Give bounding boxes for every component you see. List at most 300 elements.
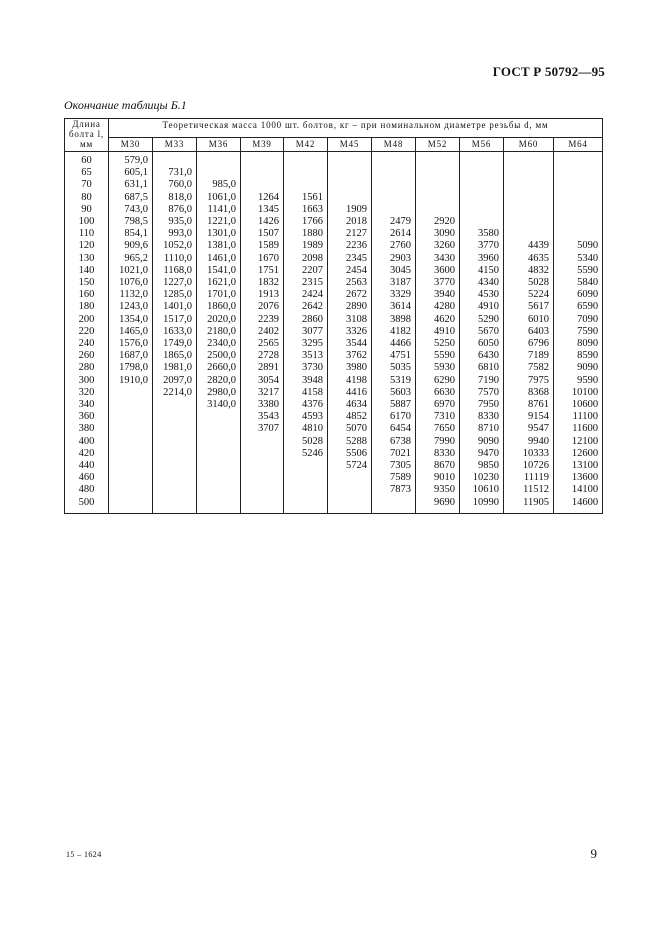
length-cell: 500 xyxy=(65,497,109,514)
mass-cell: 1301,0 xyxy=(197,228,241,240)
mass-cell xyxy=(284,152,328,168)
mass-cell xyxy=(241,497,284,514)
mass-cell: 3187 xyxy=(372,277,416,289)
mass-cell: 1880 xyxy=(284,228,328,240)
mass-cell: 3948 xyxy=(284,375,328,387)
mass-cell xyxy=(197,152,241,168)
mass-cell: 1061,0 xyxy=(197,192,241,204)
mass-cell: 1517,0 xyxy=(153,314,197,326)
table-row xyxy=(65,152,603,168)
page-number: 9 xyxy=(590,846,597,861)
mass-cell: 1687,0 xyxy=(109,350,153,362)
mass-cell: 1076,0 xyxy=(109,277,153,289)
length-cell: 300 xyxy=(65,375,109,387)
mass-cell: 4158 xyxy=(284,387,328,399)
mass-cell: 2315 xyxy=(284,277,328,289)
bolt-mass-table xyxy=(64,118,603,514)
mass-cell: 3295 xyxy=(284,338,328,350)
mass-cell: 5590 xyxy=(554,265,603,277)
mass-cell: 2340,0 xyxy=(197,338,241,350)
mass-cell: 5035 xyxy=(372,362,416,374)
footer-print-code: 15 – 1624 xyxy=(66,850,102,859)
mass-cell: 11905 xyxy=(504,497,554,514)
mass-cell xyxy=(197,436,241,448)
mass-cell: 4751 xyxy=(372,350,416,362)
mass-cell xyxy=(241,179,284,191)
mass-cell: 1670 xyxy=(241,253,284,265)
mass-cell xyxy=(241,152,284,168)
mass-cell xyxy=(328,192,372,204)
mass-cell xyxy=(153,423,197,435)
mass-cell: 1243,0 xyxy=(109,301,153,313)
mass-cell: 4593 xyxy=(284,411,328,423)
table-caption: Окончание таблицы Б.1 xyxy=(64,98,187,112)
mass-cell: 3940 xyxy=(416,289,460,301)
mass-cell xyxy=(284,167,328,179)
mass-cell xyxy=(554,192,603,204)
mass-cell: 5319 xyxy=(372,375,416,387)
length-cell: 120 xyxy=(65,240,109,252)
mass-cell: 1910,0 xyxy=(109,375,153,387)
mass-cell: 1663 xyxy=(284,204,328,216)
table-row xyxy=(65,375,603,387)
mass-cell: 6290 xyxy=(416,375,460,387)
mass-cell: 2500,0 xyxy=(197,350,241,362)
mass-cell xyxy=(554,216,603,228)
mass-cell xyxy=(328,497,372,514)
length-cell: 420 xyxy=(65,448,109,460)
mass-cell: 11512 xyxy=(504,484,554,496)
mass-cell: 2020,0 xyxy=(197,314,241,326)
mass-cell: 2479 xyxy=(372,216,416,228)
mass-cell: 4910 xyxy=(416,326,460,338)
mass-cell: 7873 xyxy=(372,484,416,496)
mass-cell: 2076 xyxy=(241,301,284,313)
mass-cell xyxy=(197,460,241,472)
mass-cell xyxy=(197,423,241,435)
mass-cell: 3513 xyxy=(284,350,328,362)
mass-cell: 7190 xyxy=(460,375,504,387)
mass-cell xyxy=(241,436,284,448)
table-row xyxy=(65,399,603,411)
mass-cell: 5724 xyxy=(328,460,372,472)
mass-cell xyxy=(372,497,416,514)
mass-cell xyxy=(284,179,328,191)
mass-cell xyxy=(284,460,328,472)
length-cell: 240 xyxy=(65,338,109,350)
mass-cell xyxy=(460,167,504,179)
mass-cell: 2980,0 xyxy=(197,387,241,399)
length-cell: 340 xyxy=(65,399,109,411)
mass-cell xyxy=(153,436,197,448)
length-cell: 260 xyxy=(65,350,109,362)
mass-cell: 2018 xyxy=(328,216,372,228)
mass-cell: 1264 xyxy=(241,192,284,204)
length-cell: 160 xyxy=(65,289,109,301)
mass-cell: 10990 xyxy=(460,497,504,514)
mass-cell: 631,1 xyxy=(109,179,153,191)
table-row xyxy=(65,240,603,252)
mass-cell xyxy=(153,472,197,484)
mass-cell: 1701,0 xyxy=(197,289,241,301)
mass-cell: 7650 xyxy=(416,423,460,435)
mass-cell: 9940 xyxy=(504,436,554,448)
table-row xyxy=(65,448,603,460)
mass-cell: 4198 xyxy=(328,375,372,387)
mass-cell: 2565 xyxy=(241,338,284,350)
mass-cell: 9090 xyxy=(460,436,504,448)
mass-cell: 2642 xyxy=(284,301,328,313)
mass-cell: 8710 xyxy=(460,423,504,435)
mass-cell: 7582 xyxy=(504,362,554,374)
mass-cell: 6430 xyxy=(460,350,504,362)
mass-cell: 9850 xyxy=(460,460,504,472)
mass-cell xyxy=(328,152,372,168)
mass-cell: 5028 xyxy=(504,277,554,289)
mass-cell: 3600 xyxy=(416,265,460,277)
mass-cell: 3108 xyxy=(328,314,372,326)
mass-cell xyxy=(197,497,241,514)
mass-cell: 579,0 xyxy=(109,152,153,168)
table-row xyxy=(65,301,603,313)
mass-cell xyxy=(153,460,197,472)
mass-cell xyxy=(197,448,241,460)
mass-cell xyxy=(416,179,460,191)
mass-cell: 7310 xyxy=(416,411,460,423)
mass-cell: 6590 xyxy=(554,301,603,313)
diameter-header: М56 xyxy=(460,138,504,152)
mass-cell: 1981,0 xyxy=(153,362,197,374)
mass-cell: 8368 xyxy=(504,387,554,399)
mass-cell: 5670 xyxy=(460,326,504,338)
mass-cell: 7021 xyxy=(372,448,416,460)
length-cell: 90 xyxy=(65,204,109,216)
length-column-header: Длина болта l, мм xyxy=(65,119,109,152)
mass-cell xyxy=(197,484,241,496)
mass-cell: 3580 xyxy=(460,228,504,240)
mass-cell: 5250 xyxy=(416,338,460,350)
mass-cell: 7570 xyxy=(460,387,504,399)
length-cell: 65 xyxy=(65,167,109,179)
mass-cell xyxy=(416,167,460,179)
diameter-header: М39 xyxy=(241,138,284,152)
mass-cell: 3614 xyxy=(372,301,416,313)
mass-cell: 12100 xyxy=(554,436,603,448)
mass-cell xyxy=(460,179,504,191)
mass-cell: 4832 xyxy=(504,265,554,277)
mass-cell: 11119 xyxy=(504,472,554,484)
mass-cell xyxy=(328,179,372,191)
length-cell: 140 xyxy=(65,265,109,277)
mass-cell: 985,0 xyxy=(197,179,241,191)
mass-cell: 3090 xyxy=(416,228,460,240)
mass-cell: 5288 xyxy=(328,436,372,448)
mass-cell: 3077 xyxy=(284,326,328,338)
mass-cell xyxy=(153,399,197,411)
mass-cell: 2180,0 xyxy=(197,326,241,338)
mass-cell: 14600 xyxy=(554,497,603,514)
mass-cell: 9547 xyxy=(504,423,554,435)
mass-cell xyxy=(504,167,554,179)
mass-cell xyxy=(241,472,284,484)
mass-cell: 5506 xyxy=(328,448,372,460)
mass-cell: 10333 xyxy=(504,448,554,460)
mass-cell xyxy=(284,472,328,484)
mass-cell: 1354,0 xyxy=(109,314,153,326)
length-cell: 400 xyxy=(65,436,109,448)
mass-cell xyxy=(197,167,241,179)
mass-cell: 1621,0 xyxy=(197,277,241,289)
mass-cell: 1749,0 xyxy=(153,338,197,350)
mass-cell: 3380 xyxy=(241,399,284,411)
mass-cell xyxy=(284,497,328,514)
mass-cell: 5590 xyxy=(416,350,460,362)
mass-cell: 10230 xyxy=(460,472,504,484)
mass-cell xyxy=(241,460,284,472)
mass-cell: 5340 xyxy=(554,253,603,265)
length-cell: 380 xyxy=(65,423,109,435)
mass-cell: 2920 xyxy=(416,216,460,228)
mass-cell xyxy=(328,167,372,179)
mass-cell: 1141,0 xyxy=(197,204,241,216)
mass-cell: 1798,0 xyxy=(109,362,153,374)
mass-cell xyxy=(109,472,153,484)
length-cell: 180 xyxy=(65,301,109,313)
mass-cell: 4416 xyxy=(328,387,372,399)
mass-cell xyxy=(153,484,197,496)
mass-cell: 7090 xyxy=(554,314,603,326)
mass-cell: 1913 xyxy=(241,289,284,301)
mass-cell: 1110,0 xyxy=(153,253,197,265)
mass-cell: 4910 xyxy=(460,301,504,313)
mass-cell: 1832 xyxy=(241,277,284,289)
mass-cell: 2097,0 xyxy=(153,375,197,387)
mass-cell: 3770 xyxy=(460,240,504,252)
mass-cell: 2236 xyxy=(328,240,372,252)
mass-cell: 2903 xyxy=(372,253,416,265)
mass-cell xyxy=(372,167,416,179)
mass-cell: 2891 xyxy=(241,362,284,374)
mass-span-header: Теоретическая масса 1000 шт. болтов, кг – при номинальном диаметре резьбы d, мм xyxy=(109,119,603,138)
mass-cell: 3770 xyxy=(416,277,460,289)
mass-cell: 2454 xyxy=(328,265,372,277)
mass-cell: 7589 xyxy=(372,472,416,484)
diameter-header: М48 xyxy=(372,138,416,152)
mass-cell: 4635 xyxy=(504,253,554,265)
mass-cell: 1589 xyxy=(241,240,284,252)
mass-cell: 3217 xyxy=(241,387,284,399)
mass-cell xyxy=(109,448,153,460)
mass-cell: 5090 xyxy=(554,240,603,252)
mass-cell: 9470 xyxy=(460,448,504,460)
length-cell: 440 xyxy=(65,460,109,472)
mass-cell: 4530 xyxy=(460,289,504,301)
mass-cell: 8330 xyxy=(416,448,460,460)
mass-cell: 4852 xyxy=(328,411,372,423)
mass-cell xyxy=(416,192,460,204)
mass-cell: 1345 xyxy=(241,204,284,216)
mass-cell xyxy=(416,204,460,216)
mass-cell: 1168,0 xyxy=(153,265,197,277)
mass-cell xyxy=(554,152,603,168)
mass-cell xyxy=(109,399,153,411)
length-cell: 220 xyxy=(65,326,109,338)
mass-cell: 3707 xyxy=(241,423,284,435)
mass-cell: 6970 xyxy=(416,399,460,411)
mass-cell: 935,0 xyxy=(153,216,197,228)
mass-cell: 2098 xyxy=(284,253,328,265)
mass-cell xyxy=(504,204,554,216)
length-cell: 70 xyxy=(65,179,109,191)
mass-cell: 6090 xyxy=(554,289,603,301)
mass-cell: 1461,0 xyxy=(197,253,241,265)
mass-cell: 5246 xyxy=(284,448,328,460)
mass-cell: 687,5 xyxy=(109,192,153,204)
mass-cell: 7590 xyxy=(554,326,603,338)
diameter-header: М42 xyxy=(284,138,328,152)
mass-cell xyxy=(554,179,603,191)
mass-cell: 2563 xyxy=(328,277,372,289)
mass-cell: 731,0 xyxy=(153,167,197,179)
table-row xyxy=(65,411,603,423)
table-row xyxy=(65,460,603,472)
mass-cell: 743,0 xyxy=(109,204,153,216)
mass-cell: 1132,0 xyxy=(109,289,153,301)
mass-cell: 2345 xyxy=(328,253,372,265)
mass-cell: 2614 xyxy=(372,228,416,240)
mass-cell: 12600 xyxy=(554,448,603,460)
mass-cell: 1465,0 xyxy=(109,326,153,338)
mass-cell: 11600 xyxy=(554,423,603,435)
mass-cell: 3326 xyxy=(328,326,372,338)
mass-cell: 605,1 xyxy=(109,167,153,179)
table-row xyxy=(65,204,603,216)
mass-cell xyxy=(241,167,284,179)
mass-cell: 8761 xyxy=(504,399,554,411)
mass-cell xyxy=(109,387,153,399)
mass-cell: 6010 xyxy=(504,314,554,326)
mass-cell: 6796 xyxy=(504,338,554,350)
mass-cell: 3980 xyxy=(328,362,372,374)
mass-cell: 4439 xyxy=(504,240,554,252)
mass-cell: 2860 xyxy=(284,314,328,326)
mass-cell: 5070 xyxy=(328,423,372,435)
mass-cell: 1227,0 xyxy=(153,277,197,289)
mass-cell xyxy=(460,216,504,228)
mass-cell xyxy=(241,448,284,460)
mass-cell: 7950 xyxy=(460,399,504,411)
mass-cell: 3329 xyxy=(372,289,416,301)
mass-cell: 3543 xyxy=(241,411,284,423)
mass-cell: 8590 xyxy=(554,350,603,362)
mass-cell: 9090 xyxy=(554,362,603,374)
mass-cell: 993,0 xyxy=(153,228,197,240)
mass-cell: 3730 xyxy=(284,362,328,374)
mass-cell: 4150 xyxy=(460,265,504,277)
mass-cell: 3960 xyxy=(460,253,504,265)
mass-cell: 5887 xyxy=(372,399,416,411)
table-row xyxy=(65,179,603,191)
mass-cell: 7975 xyxy=(504,375,554,387)
mass-cell: 3054 xyxy=(241,375,284,387)
mass-cell: 876,0 xyxy=(153,204,197,216)
mass-cell: 2660,0 xyxy=(197,362,241,374)
table-row xyxy=(65,362,603,374)
length-cell: 360 xyxy=(65,411,109,423)
mass-cell xyxy=(328,484,372,496)
length-cell: 80 xyxy=(65,192,109,204)
table-row xyxy=(65,314,603,326)
mass-cell: 1989 xyxy=(284,240,328,252)
mass-cell: 10100 xyxy=(554,387,603,399)
mass-cell: 965,2 xyxy=(109,253,153,265)
length-cell: 480 xyxy=(65,484,109,496)
mass-cell: 1221,0 xyxy=(197,216,241,228)
mass-cell xyxy=(109,460,153,472)
table-body xyxy=(65,152,603,514)
mass-cell: 4620 xyxy=(416,314,460,326)
length-cell: 110 xyxy=(65,228,109,240)
mass-cell xyxy=(109,497,153,514)
mass-cell: 2402 xyxy=(241,326,284,338)
mass-cell: 818,0 xyxy=(153,192,197,204)
mass-cell: 5603 xyxy=(372,387,416,399)
mass-cell: 3140,0 xyxy=(197,399,241,411)
mass-cell xyxy=(372,152,416,168)
mass-cell xyxy=(109,411,153,423)
mass-cell: 5028 xyxy=(284,436,328,448)
mass-cell: 1381,0 xyxy=(197,240,241,252)
mass-cell: 8330 xyxy=(460,411,504,423)
mass-cell: 2214,0 xyxy=(153,387,197,399)
table-row xyxy=(65,289,603,301)
mass-cell: 4182 xyxy=(372,326,416,338)
mass-cell: 13600 xyxy=(554,472,603,484)
mass-cell xyxy=(504,228,554,240)
table-row xyxy=(65,326,603,338)
table-row xyxy=(65,436,603,448)
mass-cell xyxy=(328,472,372,484)
mass-cell: 5290 xyxy=(460,314,504,326)
mass-cell: 1541,0 xyxy=(197,265,241,277)
mass-cell: 1865,0 xyxy=(153,350,197,362)
mass-cell xyxy=(153,411,197,423)
mass-cell: 5930 xyxy=(416,362,460,374)
mass-cell xyxy=(153,497,197,514)
mass-cell: 9350 xyxy=(416,484,460,496)
mass-cell: 10726 xyxy=(504,460,554,472)
mass-cell xyxy=(109,423,153,435)
mass-cell xyxy=(372,204,416,216)
mass-cell: 6403 xyxy=(504,326,554,338)
table-row xyxy=(65,497,603,514)
mass-cell: 2760 xyxy=(372,240,416,252)
mass-cell: 1766 xyxy=(284,216,328,228)
mass-cell xyxy=(504,152,554,168)
mass-cell: 2728 xyxy=(241,350,284,362)
table-row xyxy=(65,167,603,179)
mass-cell: 909,6 xyxy=(109,240,153,252)
mass-cell: 8670 xyxy=(416,460,460,472)
table-row xyxy=(65,277,603,289)
mass-cell xyxy=(241,484,284,496)
diameter-header: М36 xyxy=(197,138,241,152)
mass-cell: 2207 xyxy=(284,265,328,277)
mass-cell xyxy=(554,204,603,216)
mass-cell: 1401,0 xyxy=(153,301,197,313)
length-cell: 60 xyxy=(65,152,109,168)
mass-cell: 3544 xyxy=(328,338,372,350)
